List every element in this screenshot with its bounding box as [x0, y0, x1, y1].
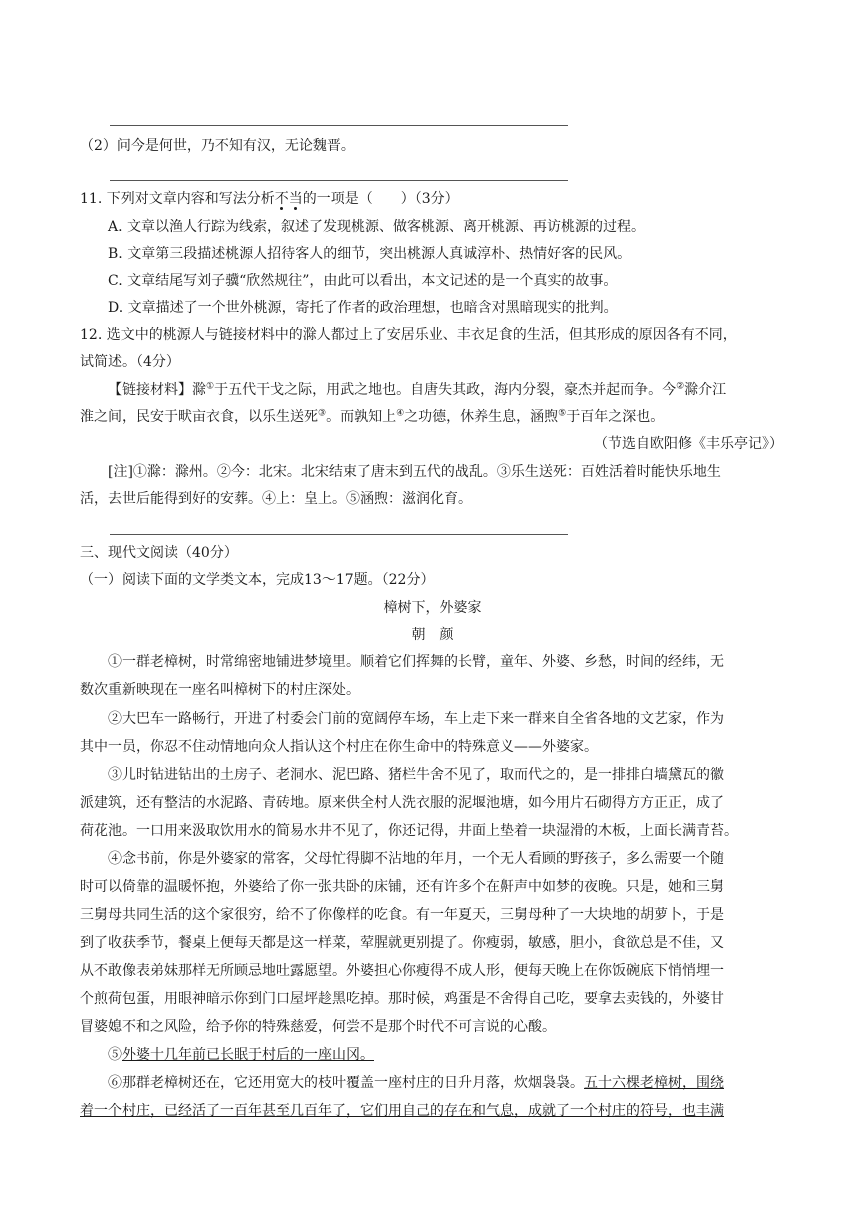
answer-line	[110, 180, 568, 181]
underlined-sentence: 五十六棵老樟树，围绕	[584, 1075, 724, 1091]
answer-line	[110, 125, 568, 126]
q12-stem-line2: 试简述。（4分）	[80, 354, 180, 370]
q11-stem: 11. 下列对文章内容和写法分析不当的一项是（ ）（3分）	[80, 191, 459, 207]
q10-item2: （2）问今是何世，乃不知有汉，无论魏晋。	[80, 138, 355, 154]
answer-line	[110, 534, 568, 535]
paragraph-3-line: 派建筑，还有整洁的水泥路、青砖地。原来供全村人洗衣服的泥堰池塘，如今用片石砌得方方正正，成了	[80, 795, 724, 811]
paragraph-6-line: ⑥那群老樟树还在，它还用宽大的枝叶覆盖一座村庄的日升月落，炊烟袅袅。五十六棵老樟树，围绕	[108, 1075, 724, 1091]
paragraph-4-line: 时可以倚靠的温暖怀抱，外婆给了你一张共卧的床铺，还有许多个在鼾声中如梦的夜晚。只是，她和三舅	[80, 879, 724, 895]
paragraph-4-line: 三舅母共同生活的这个家很穷，给不了你像样的吃食。有一年夏天，三舅母种了一大块地的胡萝卜，于是	[80, 907, 724, 923]
paragraph-3-line: 荷花池。一口用来汲取饮用水的简易水井不见了，你还记得，井面上垫着一块湿滑的木板，上面长满青苔。	[80, 823, 738, 839]
paragraph-1-line: ①一群老樟树，时常绵密地铺进梦境里。顺着它们挥舞的长臂，童年、外婆、乡愁，时间的经纬，无	[108, 654, 724, 670]
emphasis-dot-char: 不	[274, 191, 289, 207]
paragraph-3-line: ③儿时钻进钻出的土房子、老洞水、泥巴路、猪栏牛舍不见了，取而代之的，是一排排白墙黛瓦的徽	[108, 767, 724, 783]
paragraph-1-line: 数次重新映现在一座名叫樟树下的村庄深处。	[80, 682, 360, 698]
paragraph-2-line: ②大巴车一路畅行，开进了村委会门前的宽阔停车场，车上走下来一群来自全省各地的文艺家，作为	[108, 711, 724, 727]
paragraph-4-line: 冒婆媳不和之风险，给予你的特殊慈爱，何尝不是那个时代不可言说的心酸。	[80, 1019, 556, 1035]
annotation-line2: 活，去世后能得到好的安葬。④上：皇上。⑤涵煦：滋润化育。	[80, 491, 472, 507]
emphasis-dot-char: 当	[288, 191, 303, 207]
paragraph-2-line: 其中一员，你忍不住动情地向众人指认这个村庄在你生命中的特殊意义——外婆家。	[80, 739, 598, 755]
q11-option-d: D. 文章描述了一个世外桃源，寄托了作者的政治理想，也暗含对黑暗现实的批判。	[108, 300, 618, 316]
underlined-sentence: 外婆十几年前已长眠于村后的一座山冈。	[122, 1047, 374, 1063]
paragraph-4-line: 个煎荷包蛋，用眼神暗示你到门口屋坪趁黑吃掉。那时候，鸡蛋是不舍得自己吃，要拿去卖钱的，外婆甘	[80, 991, 724, 1007]
paragraph-4-line: 到了收获季节，餐桌上便每天都是这一样菜，荤腥就更别提了。你瘦弱，敏感，胆小，食欲总是不佳，又	[80, 935, 724, 951]
paragraph-5: ⑤外婆十几年前已长眠于村后的一座山冈。	[108, 1047, 374, 1063]
q11-option-c: C. 文章结尾写刘子骥“欣然规往”，由此可以看出，本文记述的是一个真实的故事。	[108, 273, 618, 289]
linked-material-line1: 【链接材料】滁①于五代干戈之际，用武之地也。自唐失其政，海内分裂，豪杰并起而争。今②滁介江	[108, 381, 727, 398]
paragraph-6-line-underlined: 着一个村庄，已经活了一百年甚至几百年了，它们用自己的存在和气息，成就了一个村庄的符号，也丰满	[80, 1103, 724, 1119]
paragraph-4-line: 从不敢像表弟妹那样无所顾忌地吐露愿望。外婆担心你瘦得不成人形，便每天晚上在你饭碗底下悄悄埋一	[80, 963, 724, 979]
section-heading: 三、现代文阅读（40分）	[80, 545, 238, 561]
article-title: 樟树下，外婆家	[383, 600, 482, 616]
q11-option-a: A. 文章以渔人行踪为线索，叙述了发现桃源、做客桃源、离开桃源、再访桃源的过程。	[108, 219, 646, 235]
q11-option-b: B. 文章第三段描述桃源人招待客人的细节，突出桃源人真诚淳朴、热情好客的民风。	[108, 246, 632, 262]
paragraph-4-line: ④念书前，你是外婆家的常客，父母忙得脚不沾地的年月，一个无人看顾的野孩子，多么需要一个随	[108, 851, 724, 867]
material-source: （节选自欧阳修《丰乐亭记》）	[594, 436, 783, 452]
article-author: 朝 颜	[411, 627, 454, 643]
annotation-line1: [注]①滁：滁州。②今：北宋。北宋结束了唐末到五代的战乱。③乐生送死：百姓活着时能快乐地生	[108, 464, 721, 480]
q12-stem-line1: 12. 选文中的桃源人与链接材料中的滁人都过上了安居乐业、丰衣足食的生活，但其形成的原因各有不同，	[80, 327, 737, 343]
linked-material-line2: 淮之间，民安于畎亩衣食，以乐生送死③。而孰知上④之功德，休养生息，涵煦⑤于百年之深也。	[80, 408, 665, 425]
subsection-heading: （一）阅读下面的文学类文本，完成13～17题。（22分）	[80, 572, 435, 588]
